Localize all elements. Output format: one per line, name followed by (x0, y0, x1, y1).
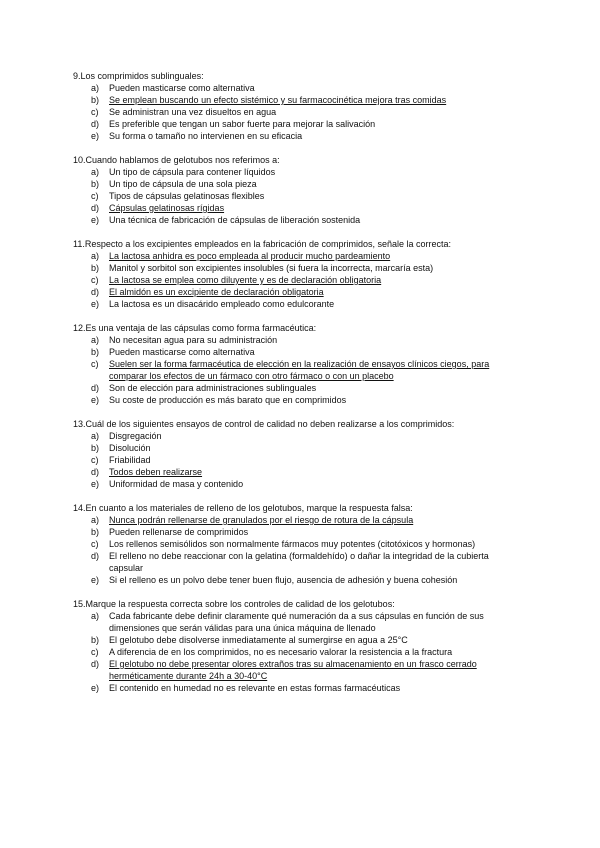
option-letter: c) (91, 275, 99, 285)
option-letter: b) (91, 263, 100, 273)
option-c (73, 454, 503, 466)
option-e (73, 478, 503, 490)
question-stem (73, 70, 503, 82)
option-list (73, 514, 503, 586)
option-letter: b) (91, 347, 100, 357)
question-stem (73, 598, 503, 610)
option-letter: e) (91, 215, 100, 225)
question-number: 14. (73, 503, 86, 513)
question-list (73, 70, 503, 706)
option-letter: b) (91, 179, 100, 189)
option-e (73, 682, 503, 694)
option-text: El gelotubo debe disolverse inmediatamente al sumergirse en agua a 25°C (109, 635, 408, 645)
option-text: Si el relleno es un polvo debe tener buen flujo, ausencia de adhesión y buena cohesión (109, 575, 458, 585)
question-text: Cuando hablamos de gelotubos nos referimos a: (85, 155, 280, 165)
option-letter: b) (91, 95, 100, 105)
option-a (73, 166, 503, 178)
option-text: Un tipo de cápsula para contener líquidos (109, 167, 276, 177)
option-d (73, 118, 503, 130)
option-b (73, 634, 503, 646)
option-a (73, 514, 503, 526)
question-11 (73, 238, 503, 310)
option-list (73, 82, 503, 142)
question-10 (73, 154, 503, 226)
option-letter: b) (91, 635, 100, 645)
question-number: 13. (73, 419, 86, 429)
option-letter: c) (91, 647, 99, 657)
option-text: Su coste de producción es más barato que en comprimidos (109, 395, 347, 405)
question-text: Cuál de los siguientes ensayos de control de calidad no deben realizarse a los comprimidos: (85, 419, 455, 429)
option-letter: e) (91, 395, 100, 405)
question-text: Los comprimidos sublinguales: (80, 71, 204, 81)
option-b (73, 94, 503, 106)
option-text: A diferencia de en los comprimidos, no es necesario valorar la resistencia a la fractura (109, 647, 453, 657)
option-letter: a) (91, 167, 100, 177)
option-b (73, 442, 503, 454)
option-text: El relleno no debe reaccionar con la gelatina (formaldehído) o dañar la integridad de la cubierta capsular (109, 551, 489, 573)
option-text: Friabilidad (109, 455, 151, 465)
option-d (73, 466, 503, 478)
option-text-underlined: Suelen ser la forma farmacéutica de elección en la realización de ensayos clínicos ciegos, para comparar los efectos de un fármaco con otro fármaco o con un placebo (109, 359, 490, 381)
question-stem (73, 502, 503, 514)
option-text: Pueden masticarse como alternativa (109, 83, 255, 93)
option-c (73, 190, 503, 202)
option-text: Cada fabricante debe definir claramente qué numeración da a sus cápsulas en función de sus dimensiones que serán válidas para una única máquina de llenado (109, 611, 484, 633)
option-text-underlined: La lactosa anhidra es poco empleada al producir mucho pardeamiento (109, 251, 391, 261)
option-text: Una técnica de fabricación de cápsulas de liberación sostenida (109, 215, 361, 225)
question-text: Marque la respuesta correcta sobre los controles de calidad de los gelotubos: (85, 599, 395, 609)
option-text: Tipos de cápsulas gelatinosas flexibles (109, 191, 265, 201)
option-letter: c) (91, 455, 99, 465)
option-d (73, 202, 503, 214)
option-letter: b) (91, 527, 100, 537)
option-text: Manitol y sorbitol son excipientes insolubles (si fuera la incorrecta, marcaría esta) (109, 263, 434, 273)
option-text-underlined: Nunca podrán rellenarse de granulados por el riesgo de rotura de la cápsula (109, 515, 414, 525)
option-letter: d) (91, 551, 100, 561)
question-stem (73, 418, 503, 430)
question-12 (73, 322, 503, 406)
option-e (73, 130, 503, 142)
option-text: El contenido en humedad no es relevante en estas formas farmacéuticas (109, 683, 401, 693)
question-text: Es una ventaja de las cápsulas como forma farmacéutica: (85, 323, 317, 333)
option-letter: a) (91, 251, 100, 261)
option-c (73, 358, 503, 382)
option-letter: d) (91, 119, 100, 129)
question-9 (73, 70, 503, 142)
option-text: Un tipo de cápsula de una sola pieza (109, 179, 257, 189)
option-letter: a) (91, 611, 100, 621)
option-letter: a) (91, 83, 100, 93)
option-d (73, 286, 503, 298)
question-number: 10. (73, 155, 86, 165)
question-15 (73, 598, 503, 694)
option-text-underlined: El almidón es un excipiente de declaración obligatoria (109, 287, 324, 297)
option-text-underlined: Todos deben realizarse (109, 467, 203, 477)
option-list (73, 610, 503, 694)
option-letter: e) (91, 131, 100, 141)
option-a (73, 610, 503, 634)
option-text: Pueden masticarse como alternativa (109, 347, 255, 357)
question-number: 11. (73, 239, 85, 249)
question-stem (73, 322, 503, 334)
question-number: 12. (73, 323, 86, 333)
option-text: Uniformidad de masa y contenido (109, 479, 244, 489)
option-letter: c) (91, 359, 99, 369)
option-text: Disgregación (109, 431, 162, 441)
option-b (73, 262, 503, 274)
question-14 (73, 502, 503, 586)
option-d (73, 382, 503, 394)
option-b (73, 178, 503, 190)
option-text: Pueden rellenarse de comprimidos (109, 527, 249, 537)
option-text: Los rellenos semisólidos son normalmente fármacos muy potentes (citotóxicos y hormonas) (109, 539, 476, 549)
option-text: Es preferible que tengan un sabor fuerte para mejorar la salivación (109, 119, 376, 129)
option-letter: d) (91, 467, 100, 477)
option-text: No necesitan agua para su administración (109, 335, 278, 345)
option-e (73, 214, 503, 226)
option-b (73, 346, 503, 358)
option-text: Se administran una vez disueltos en agua (109, 107, 277, 117)
question-number: 15. (73, 599, 86, 609)
option-list (73, 334, 503, 406)
option-letter: e) (91, 683, 100, 693)
option-d (73, 550, 503, 574)
option-letter: c) (91, 191, 99, 201)
question-stem (73, 238, 503, 250)
option-list (73, 430, 503, 490)
option-letter: d) (91, 203, 100, 213)
option-letter: d) (91, 287, 100, 297)
option-e (73, 394, 503, 406)
option-letter: c) (91, 539, 99, 549)
option-letter: d) (91, 383, 100, 393)
option-text: Son de elección para administraciones sublinguales (109, 383, 317, 393)
option-letter: e) (91, 479, 100, 489)
option-list (73, 250, 503, 310)
question-text: En cuanto a los materiales de relleno de los gelotubos, marque la respuesta falsa: (85, 503, 413, 513)
option-text-underlined: Se emplean buscando un efecto sistémico y su farmacocinética mejora tras comidas (109, 95, 447, 105)
option-text: La lactosa es un disacárido empleado como edulcorante (109, 299, 335, 309)
option-text: Su forma o tamaño no intervienen en su eficacia (109, 131, 303, 141)
question-stem (73, 154, 503, 166)
option-e (73, 298, 503, 310)
option-letter: a) (91, 515, 100, 525)
option-letter: a) (91, 431, 100, 441)
question-text: Respecto a los excipientes empleados en la fabricación de comprimidos, señale la correcta: (84, 239, 452, 249)
option-a (73, 82, 503, 94)
question-13 (73, 418, 503, 490)
option-letter: e) (91, 299, 100, 309)
option-a (73, 250, 503, 262)
option-c (73, 646, 503, 658)
option-a (73, 334, 503, 346)
option-text-underlined: Cápsulas gelatinosas rígidas (109, 203, 225, 213)
option-letter: b) (91, 443, 100, 453)
option-text-underlined: El gelotubo no debe presentar olores extraños tras su almacenamiento en un frasco cerrado herméticamente durante 24h a 30-40°C (109, 659, 477, 681)
option-a (73, 430, 503, 442)
option-text-underlined: La lactosa se emplea como diluyente y es de declaración obligatoria (109, 275, 382, 285)
option-letter: e) (91, 575, 100, 585)
option-c (73, 106, 503, 118)
option-c (73, 274, 503, 286)
option-letter: c) (91, 107, 99, 117)
option-e (73, 574, 503, 586)
option-d (73, 658, 503, 682)
option-list (73, 166, 503, 226)
option-b (73, 526, 503, 538)
option-text: Disolución (109, 443, 151, 453)
option-c (73, 538, 503, 550)
option-letter: a) (91, 335, 100, 345)
question-number: 9. (73, 71, 81, 81)
option-letter: d) (91, 659, 100, 669)
